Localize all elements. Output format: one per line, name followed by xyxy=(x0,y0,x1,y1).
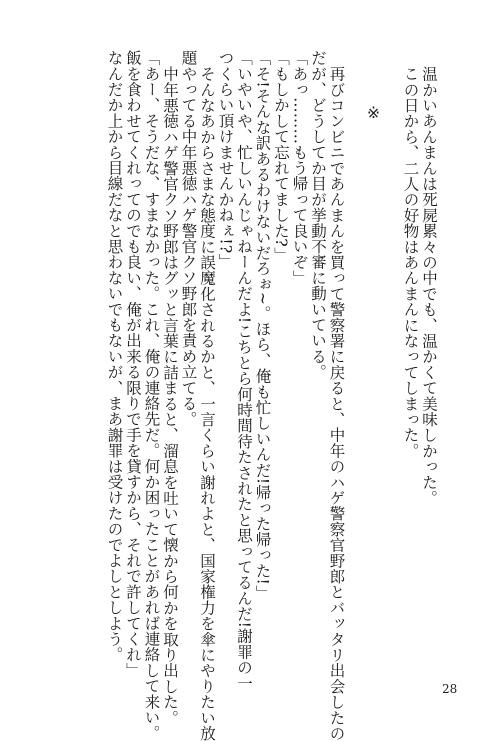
page-number: 28 xyxy=(442,682,458,696)
text-line: つくらい頂けませんかねぇ!?」 xyxy=(216,50,235,270)
text-line: そんなあからさまな態度に誤魔化されるかと、一言くらい謝れよと、国家権力を傘にやりたい放 xyxy=(198,65,216,741)
dialogue-line: 「もしかして忘れてました?」 xyxy=(272,50,290,263)
text-line: この日から、二人の好物はあんまんになってしまった。 xyxy=(401,65,420,458)
text-line: 中年悪徳ハゲ警官クソ野郎はグッと言葉に詰まると、溜息を吐いて懐から何かを取り出した。 xyxy=(161,65,179,725)
text-line: 題やってる中年悪徳ハゲ警官クソ野郎を責め立てる。 xyxy=(179,50,198,427)
blank-line xyxy=(346,50,365,51)
text-line: 再びコンビニであんまんを買って警察署に戻ると、中年のハゲ警察官野郎とバッタリ出会したの xyxy=(327,65,346,741)
dialogue-line: 「いやいや、忙しいんじゃねーんだよ!こちとら何時間待たされたと思ってるんだ!謝罪の一 xyxy=(235,50,253,691)
section-break-mark: ※ xyxy=(364,104,383,123)
vertical-text-body xyxy=(105,50,438,741)
blank-line xyxy=(383,50,402,51)
dialogue-line: 「そ!そんな訳あるわけないだろぉ~。ほら、俺も忙しいんだ!帰った帰った!」 xyxy=(253,50,272,601)
text-line: なんだか上から目線だなと思わないでもないが、まあ謝罪は受けたのでよしとしよう。 xyxy=(105,50,124,663)
text-line: だが、どうしてか目が挙動不審に動いている。 xyxy=(309,50,327,380)
dialogue-line: 「あっ………もう帰って良いぞ」 xyxy=(290,50,309,286)
dialogue-line: 「あー、そうだな、すまなかった。これ、俺の連絡先だ。何か困ったことがあれば連絡して来い。 xyxy=(142,50,161,741)
text-line: 温かいあんまんは死屍累々の中でも、温かくて美味しかった。 xyxy=(420,65,438,506)
text-line: 飯を食わせてくれってのでも良い、俺が出来る限りで手を貸すから、それで許してくれ」 xyxy=(124,50,142,678)
